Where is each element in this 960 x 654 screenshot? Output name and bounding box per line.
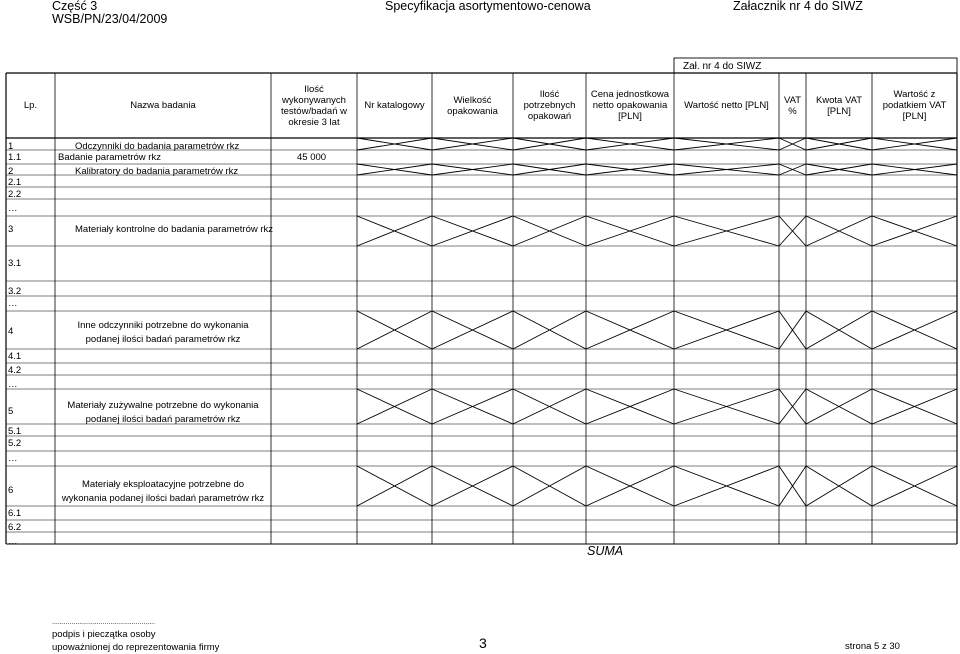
col-gross-value-header: Wartość z podatkiem VAT [PLN]	[882, 89, 947, 122]
row-name: Odczynniki do badania parametrów rkz	[75, 141, 240, 152]
row-name: Materiały kontrolne do badania parametrów rkz	[75, 224, 274, 235]
row-name: Materiały zużywalne potrzebne do wykonania podanej ilości badań parametrów rkz	[67, 400, 259, 425]
col-net-value-header: Wartość netto [PLN]	[684, 100, 769, 111]
document-title: Specyfikacja asortymentowo-cenowa	[385, 0, 591, 13]
col-catalog-number-header: Nr katalogowy	[364, 100, 425, 111]
page-number: strona 5 z 30	[845, 641, 900, 652]
col-package-size-header: Wielkość opakowania	[447, 94, 498, 117]
sum-label: SUMA	[587, 544, 624, 558]
row-name: Materiały eksploatacyjne potrzebne do wykonania podanej ilości badań parametrów rkz	[61, 479, 265, 504]
col-vat-rate-header: VAT %	[783, 94, 802, 117]
col-lp-header: Lp.	[23, 100, 38, 111]
row-quantity: 45 000	[297, 152, 327, 163]
row-number: …	[8, 536, 18, 547]
col-name-header: Nazwa badania	[130, 100, 196, 111]
row-number: 6.2	[8, 522, 22, 533]
row-number: 3	[8, 224, 14, 235]
row-number: 4.2	[8, 365, 22, 376]
col-unit-price-header: Cena jednostkowa netto opakowania [PLN]	[590, 89, 670, 122]
signature-line-2: upoważnionej do reprezentowania firmy	[52, 642, 220, 653]
row-name: Kalibratory do badania parametrów rkz	[75, 166, 239, 177]
row-number: 6	[8, 485, 14, 496]
row-number: 1.1	[8, 152, 22, 163]
row-number: 5	[8, 406, 14, 417]
signature-dots: .....................................................	[52, 619, 156, 626]
row-number: …	[8, 453, 18, 464]
row-number: 5.2	[8, 438, 22, 449]
row-number: 4	[8, 326, 14, 337]
row-number: 1	[8, 141, 14, 152]
col-quantity-header: Ilość wykonywanych testów/badań w okresie 3 lat	[280, 83, 347, 128]
part-label: Część 3	[52, 0, 98, 13]
row-name: Badanie parametrów rkz	[58, 152, 161, 163]
row-number: 2.2	[8, 189, 22, 200]
table-caption: Zał. nr 4 do SIWZ	[683, 61, 762, 72]
row-number: …	[8, 203, 18, 214]
row-number: 5.1	[8, 426, 22, 437]
page-big-number: 3	[479, 635, 487, 651]
row-number: 3.2	[8, 286, 22, 297]
row-number: 4.1	[8, 351, 22, 362]
row-number: 6.1	[8, 508, 22, 519]
row-number: …	[8, 298, 18, 309]
row-number: 2.1	[8, 177, 22, 188]
signature-line-1: podpis i pieczątka osoby	[52, 629, 156, 640]
col-vat-amount-header: Kwota VAT [PLN]	[815, 94, 863, 117]
row-name: Inne odczynniki potrzebne do wykonania podanej ilości badań parametrów rkz	[77, 320, 249, 345]
row-number: 2	[8, 166, 14, 177]
row-number: …	[8, 379, 18, 390]
reference-number: WSB/PN/23/04/2009	[52, 12, 168, 26]
attachment-label: Załacznik nr 4 do SIWZ	[733, 0, 863, 13]
col-package-count-header: Ilość potrzebnych opakowań	[523, 89, 576, 122]
row-number: 3.1	[8, 258, 22, 269]
